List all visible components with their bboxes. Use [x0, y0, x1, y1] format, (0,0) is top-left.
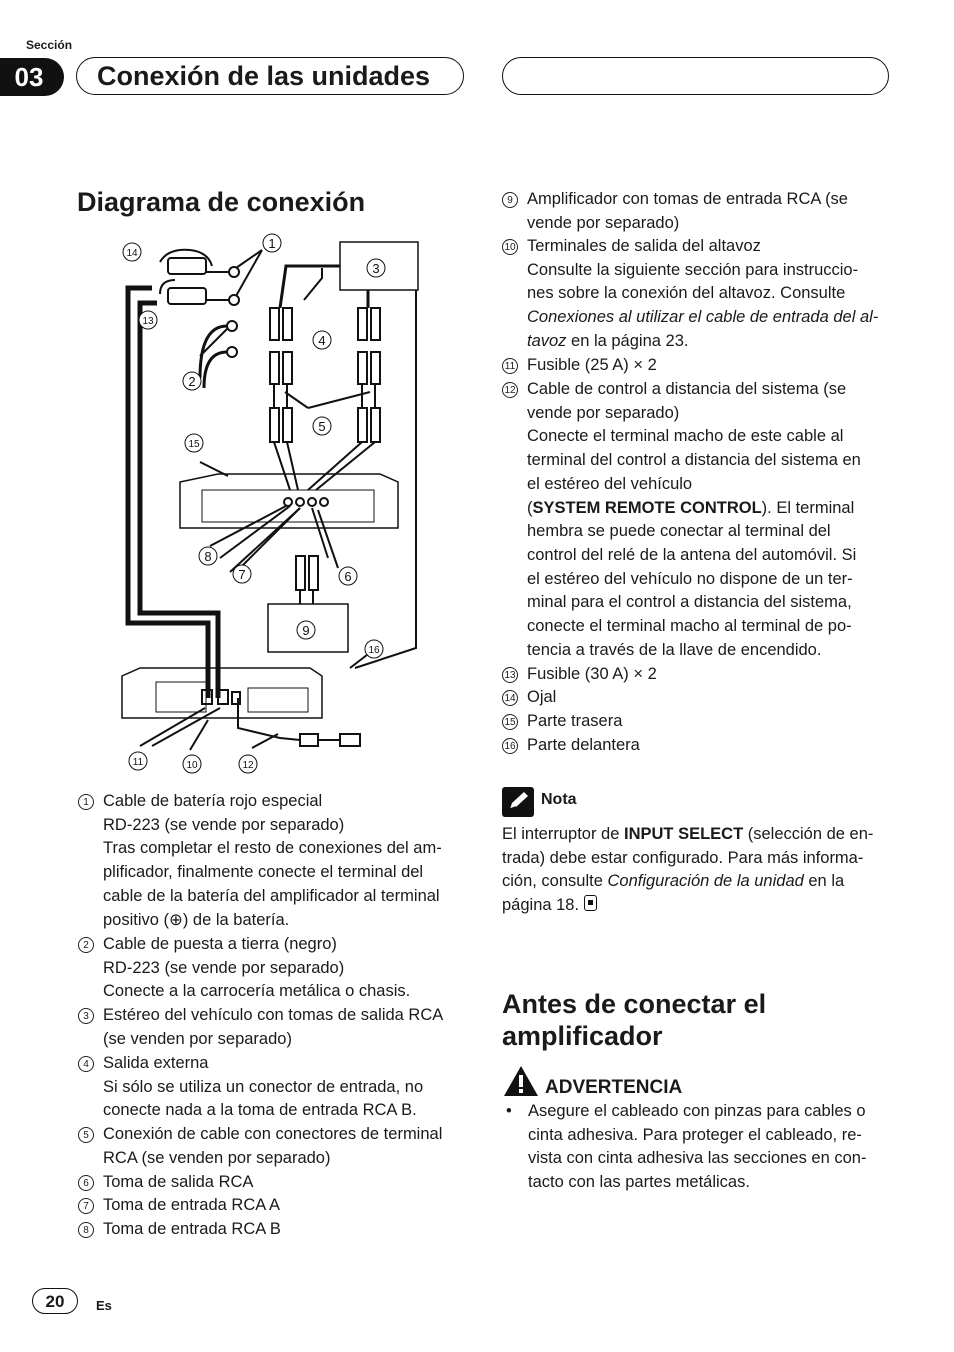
heading-line: Antes de conectar el — [502, 989, 767, 1019]
item-line: Conexión de cable con conectores de terminal — [103, 1125, 443, 1143]
item-line: RD-223 (se vende por separado) — [103, 815, 345, 834]
note-line — [502, 894, 894, 918]
item-line: control del relé de la antena del automóvil. Si — [527, 545, 857, 564]
item-line: Consulte la siguiente sección para instruccio- — [527, 260, 859, 279]
list-item-13 — [502, 663, 892, 687]
list-item-3 — [78, 1004, 468, 1051]
callout-9: 9 — [302, 623, 310, 638]
list-item-9 — [502, 188, 892, 235]
item-line: Toma de entrada RCA B — [103, 1220, 281, 1238]
item-line: RCA (se venden por separado) — [103, 1148, 331, 1167]
list-item-10 — [502, 235, 892, 354]
item-number: 3 — [78, 1008, 94, 1024]
list-item-16 — [502, 734, 892, 758]
note-heading: Nota — [541, 791, 577, 808]
item-number: 11 — [502, 358, 518, 374]
item-line: Tras completar el resto de conexiones del am- — [103, 839, 442, 858]
input-select-label: INPUT SELECT — [623, 825, 744, 843]
list-item-5 — [78, 1123, 468, 1170]
item-line: hembra se puede conectar al terminal del — [527, 522, 831, 541]
callout-4: 4 — [318, 333, 326, 348]
item-line: Amplificador con tomas de entrada RCA (se — [527, 190, 848, 208]
list-item-7 — [78, 1194, 468, 1218]
callout-7: 7 — [238, 567, 246, 582]
list-item-8 — [78, 1218, 468, 1242]
item-line: Terminales de salida del altavoz — [527, 237, 761, 255]
item-line: tencia a través de la llave de encendido. — [527, 640, 822, 659]
note-text: en la — [803, 872, 845, 891]
language-code: Es — [96, 1298, 112, 1313]
item-number: 1 — [78, 794, 94, 810]
callout-12: 12 — [242, 760, 254, 771]
end-mark-icon — [584, 895, 597, 911]
item-line — [527, 497, 892, 521]
cross-reference: tavoz — [527, 331, 567, 350]
heading-before-connecting — [502, 988, 766, 1052]
item-line: Cable de control a distancia del sistema (se — [527, 380, 847, 398]
note-text: ción, consulte — [502, 872, 608, 891]
list-item-14 — [502, 686, 892, 710]
item-line: Toma de entrada RCA A — [103, 1196, 281, 1214]
item-line: plificador, finalmente conecte el terminal del — [103, 863, 424, 882]
note-line: trada) debe estar configurado. Para más informa- — [502, 848, 864, 867]
item-number: 16 — [502, 738, 518, 754]
item-line — [527, 330, 892, 354]
list-item-12 — [502, 378, 892, 662]
callout-10: 10 — [186, 760, 198, 771]
page-number: 20 — [32, 1288, 78, 1314]
item-line: el estéreo del vehículo no dispone de un ter- — [527, 569, 853, 588]
item-line: conecte nada a la toma de entrada RCA B. — [103, 1101, 417, 1120]
item-line: Fusible (25 A) × 2 — [527, 356, 657, 374]
item-line: Conecte a la carrocería metálica o chasis. — [103, 982, 411, 1001]
item-line-rest: ). El terminal — [761, 498, 855, 517]
item-number: 5 — [78, 1127, 94, 1143]
note-line — [502, 870, 894, 894]
item-line: Ojal — [527, 688, 557, 706]
item-number: 6 — [78, 1175, 94, 1191]
warning-line: vista con cinta adhesiva las secciones en con- — [528, 1149, 867, 1168]
item-line: Parte delantera — [527, 736, 640, 754]
item-line-italic: Conexiones al utilizar el cable de entrada del al- — [527, 308, 879, 327]
item-line: Estéreo del vehículo con tomas de salida RCA — [103, 1006, 444, 1024]
section-label: Sección — [26, 38, 73, 52]
item-number: 2 — [78, 937, 94, 953]
bullet: • — [506, 1102, 512, 1120]
item-line: Fusible (30 A) × 2 — [527, 665, 657, 683]
callout-5: 5 — [318, 419, 326, 434]
cross-reference: Configuración de la unidad — [607, 872, 804, 891]
warning-line: tacto con las partes metálicas. — [528, 1173, 750, 1192]
callout-2: 2 — [188, 374, 196, 389]
callout-3: 3 — [372, 261, 380, 276]
note-body — [502, 823, 894, 918]
callout-8: 8 — [204, 549, 212, 564]
item-line: Toma de salida RCA — [103, 1173, 254, 1191]
warning-line: cinta adhesiva. Para proteger el cableado, re- — [528, 1125, 862, 1144]
callout-1: 1 — [268, 236, 276, 251]
item-number: 15 — [502, 714, 518, 730]
callout-11: 11 — [132, 757, 144, 768]
item-line: conecte el terminal macho al terminal de po- — [527, 617, 852, 636]
note-text: El interruptor de — [502, 825, 624, 843]
item-line: Cable de batería rojo especial — [103, 792, 323, 810]
heading-line: amplificador — [502, 1021, 663, 1051]
item-number: 13 — [502, 667, 518, 683]
item-line: (se venden por separado) — [103, 1029, 292, 1048]
paren: ( — [527, 498, 533, 517]
item-line: Cable de puesta a tierra (negro) — [103, 935, 337, 953]
item-line: el estéreo del vehículo — [527, 474, 693, 493]
list-item-4 — [78, 1052, 468, 1123]
heading-diagram: Diagrama de conexión — [77, 187, 366, 217]
callout-16: 16 — [368, 645, 380, 656]
warning-heading: ADVERTENCIA — [545, 1077, 683, 1098]
callout-6: 6 — [344, 569, 352, 584]
list-item-15 — [502, 710, 892, 734]
item-number: 4 — [78, 1056, 94, 1072]
item-number: 7 — [78, 1198, 94, 1214]
list-item-11 — [502, 354, 892, 378]
note-line — [502, 823, 894, 847]
item-line: Conecte el terminal macho de este cable al — [527, 427, 844, 446]
item-line: positivo (⊕) de la batería. — [103, 910, 290, 929]
section-title-blank-box — [502, 57, 889, 95]
item-line: Parte trasera — [527, 712, 623, 730]
connection-diagram — [100, 228, 430, 783]
item-line: Salida externa — [103, 1054, 209, 1072]
item-line: vende por separado) — [527, 403, 680, 422]
section-title: Conexión de las unidades — [76, 57, 464, 95]
callout-13: 13 — [142, 316, 154, 327]
note-text: (selección de en- — [743, 825, 874, 843]
callout-14: 14 — [126, 248, 138, 259]
item-number: 12 — [502, 382, 518, 398]
item-line: Si sólo se utiliza un conector de entrada, no — [103, 1077, 424, 1096]
callout-15: 15 — [188, 439, 200, 450]
item-line: minal para el control a distancia del sistema, — [527, 593, 852, 612]
item-number: 9 — [502, 192, 518, 208]
item-number: 14 — [502, 690, 518, 706]
note-pencil-icon — [502, 787, 534, 817]
list-item-1 — [78, 790, 468, 932]
list-item-2 — [78, 933, 468, 1004]
warning-icon — [502, 1064, 540, 1103]
item-line-rest: en la página 23. — [566, 331, 689, 350]
system-remote-control-label: SYSTEM REMOTE CONTROL — [532, 498, 762, 517]
section-number-badge: 03 — [0, 58, 64, 96]
item-line: vende por separado) — [527, 213, 680, 232]
item-line: RD-223 (se vende por separado) — [103, 958, 345, 977]
item-line: terminal del control a distancia del sistema en — [527, 451, 861, 470]
list-item-6 — [78, 1171, 468, 1195]
warning-bullet — [502, 1100, 894, 1195]
item-line: cable de la batería del amplificador al terminal — [103, 886, 440, 905]
item-number: 10 — [502, 239, 518, 255]
warning-line: Asegure el cableado con pinzas para cables o — [528, 1102, 866, 1120]
note-text: página 18. — [502, 896, 580, 915]
item-line: nes sobre la conexión del altavoz. Consulte — [527, 284, 846, 303]
item-number: 8 — [78, 1222, 94, 1238]
